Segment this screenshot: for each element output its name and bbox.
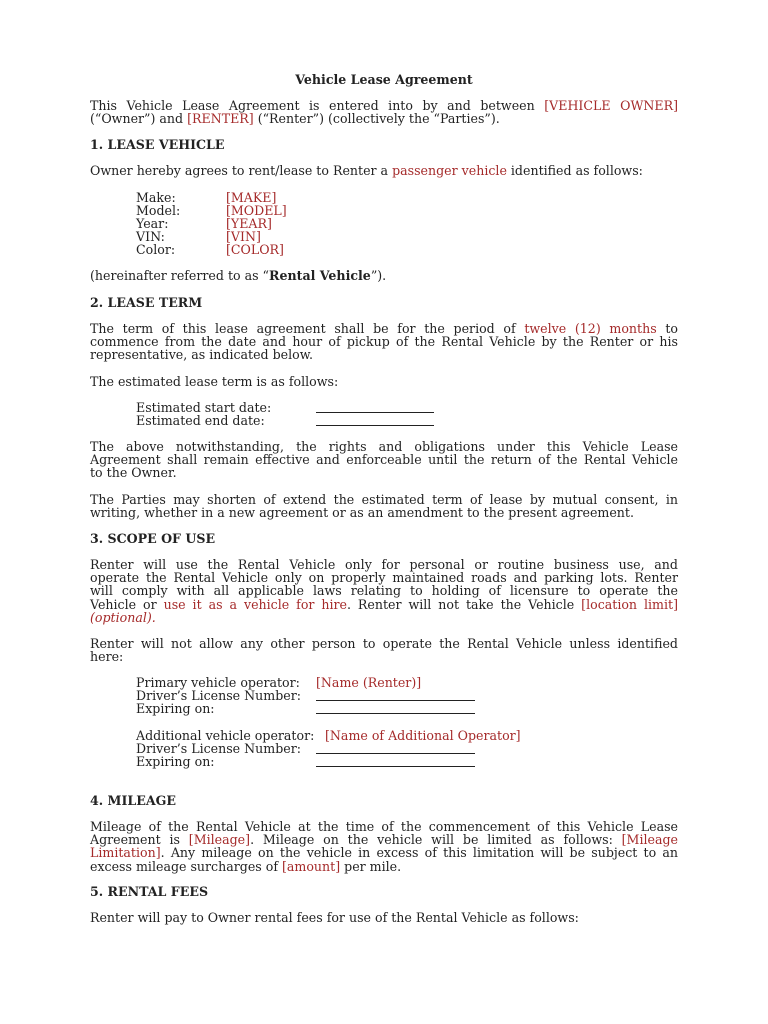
section-3-heading: 3. SCOPE OF USE	[90, 531, 216, 546]
field-value-vin: [VIN]	[226, 229, 261, 244]
section-3-paragraph-2: Renter will not allow any other person to operate the Rental Vehicle unless identified here:	[90, 636, 678, 665]
additional-license-label: Driver’s License Number:	[136, 741, 301, 756]
term-placeholder: twelve (12) months	[524, 321, 657, 336]
field-label-color: Color:	[136, 242, 176, 257]
section-2-paragraph-1: The term of this lease agreement shall be for the period of twelve (12) months to commence from the date and hour of pickup of the Rental Vehicle by the Renter or his representative, as indicated below.	[90, 321, 678, 363]
field-value-year: [YEAR]	[226, 216, 272, 231]
additional-license-field[interactable]	[316, 742, 475, 754]
renter-placeholder: [RENTER]	[187, 111, 254, 127]
primary-operator-label: Primary vehicle operator:	[136, 675, 300, 690]
primary-expiring-field[interactable]	[316, 702, 475, 714]
section-2-paragraph-4: The Parties may shorten of extend the estimated term of lease by mutual consent, in writing, whether in a new agreement or as an amendment to the present agreement.	[90, 492, 678, 521]
field-value-color: [COLOR]	[226, 242, 284, 257]
vehicle-type-placeholder: passenger vehicle	[392, 163, 507, 178]
owner-placeholder: [VEHICLE OWNER]	[544, 98, 678, 113]
field-value-model: [MODEL]	[226, 203, 287, 218]
section-3-paragraph-1: Renter will use the Rental Vehicle only for personal or routine business use, and operate the Rental Vehicle only on properly maintained roads and parking lots. Renter will comply with all applicable laws relating to holding of licensure to operate the Vehicle or use it as a vehicle for hire. Renter will not take the Vehicle [location limit] (optional).	[90, 557, 678, 625]
primary-operator-placeholder: [Name (Renter)]	[316, 675, 422, 690]
optional-placeholder: (optional).	[90, 609, 156, 625]
surcharge-amount-placeholder: [amount]	[281, 858, 341, 874]
rental-vehicle-definition: (hereinafter referred to as “Rental Vehicle”).	[90, 268, 387, 283]
field-label-make: Make:	[136, 190, 176, 205]
document-title: Vehicle Lease Agreement	[295, 72, 473, 87]
field-label-year: Year:	[136, 216, 169, 231]
section-4-heading: 4. MILEAGE	[90, 793, 176, 808]
section-1-paragraph: Owner hereby agrees to rent/lease to Renter a passenger vehicle identified as follows:	[90, 163, 643, 178]
section-4-paragraph: Mileage of the Rental Vehicle at the time of the commencement of this Vehicle Lease Agreement is [Mileage]. Mileage on the vehicle will be limited as follows: [Mileage Limitation]. Any mileage on the vehicle in excess of this limitation will be subject to an excess mileage surcharges of [amount] per mile.	[90, 819, 678, 874]
primary-license-label: Driver’s License Number:	[136, 688, 301, 703]
field-value-make: [MAKE]	[226, 190, 277, 205]
primary-expiring-label: Expiring on:	[136, 701, 215, 716]
section-2-paragraph-3: The above notwithstanding, the rights and obligations under this Vehicle Lease Agreement shall remain effective and enforceable until the return of the Rental Vehicle to the Owner.	[90, 439, 678, 481]
estimated-end-field[interactable]	[316, 414, 434, 426]
intro-line-1: This Vehicle Lease Agreement is entered into by and between [VEHICLE OWNER]	[90, 98, 678, 113]
additional-expiring-label: Expiring on:	[136, 754, 215, 769]
hire-restriction-placeholder: use it as a vehicle for hire	[163, 596, 347, 612]
additional-operator-label: Additional vehicle operator:	[136, 728, 315, 743]
estimated-start-label: Estimated start date:	[136, 400, 272, 415]
field-label-model: Model:	[136, 203, 181, 218]
estimated-start-field[interactable]	[316, 401, 434, 413]
intro-line-2: (“Owner”) and [RENTER] (“Renter”) (collectively the “Parties”).	[90, 111, 500, 127]
section-2-paragraph-2: The estimated lease term is as follows:	[90, 374, 339, 389]
intro-paragraph	[90, 99, 678, 125]
field-label-vin: VIN:	[136, 229, 165, 244]
primary-license-field[interactable]	[316, 689, 475, 701]
mileage-placeholder: [Mileage]	[188, 832, 251, 848]
section-1-heading: 1. LEASE VEHICLE	[90, 137, 225, 152]
location-limit-placeholder: [location limit]	[581, 596, 678, 612]
additional-expiring-field[interactable]	[316, 755, 475, 767]
section-5-heading: 5. RENTAL FEES	[90, 884, 209, 899]
section-5-paragraph: Renter will pay to Owner rental fees for use of the Rental Vehicle as follows:	[90, 910, 579, 925]
additional-operator-placeholder: [Name of Additional Operator]	[325, 728, 521, 743]
estimated-end-label: Estimated end date:	[136, 413, 265, 428]
section-2-heading: 2. LEASE TERM	[90, 295, 203, 310]
mileage-limitation-placeholder: [Mileage	[621, 832, 678, 848]
